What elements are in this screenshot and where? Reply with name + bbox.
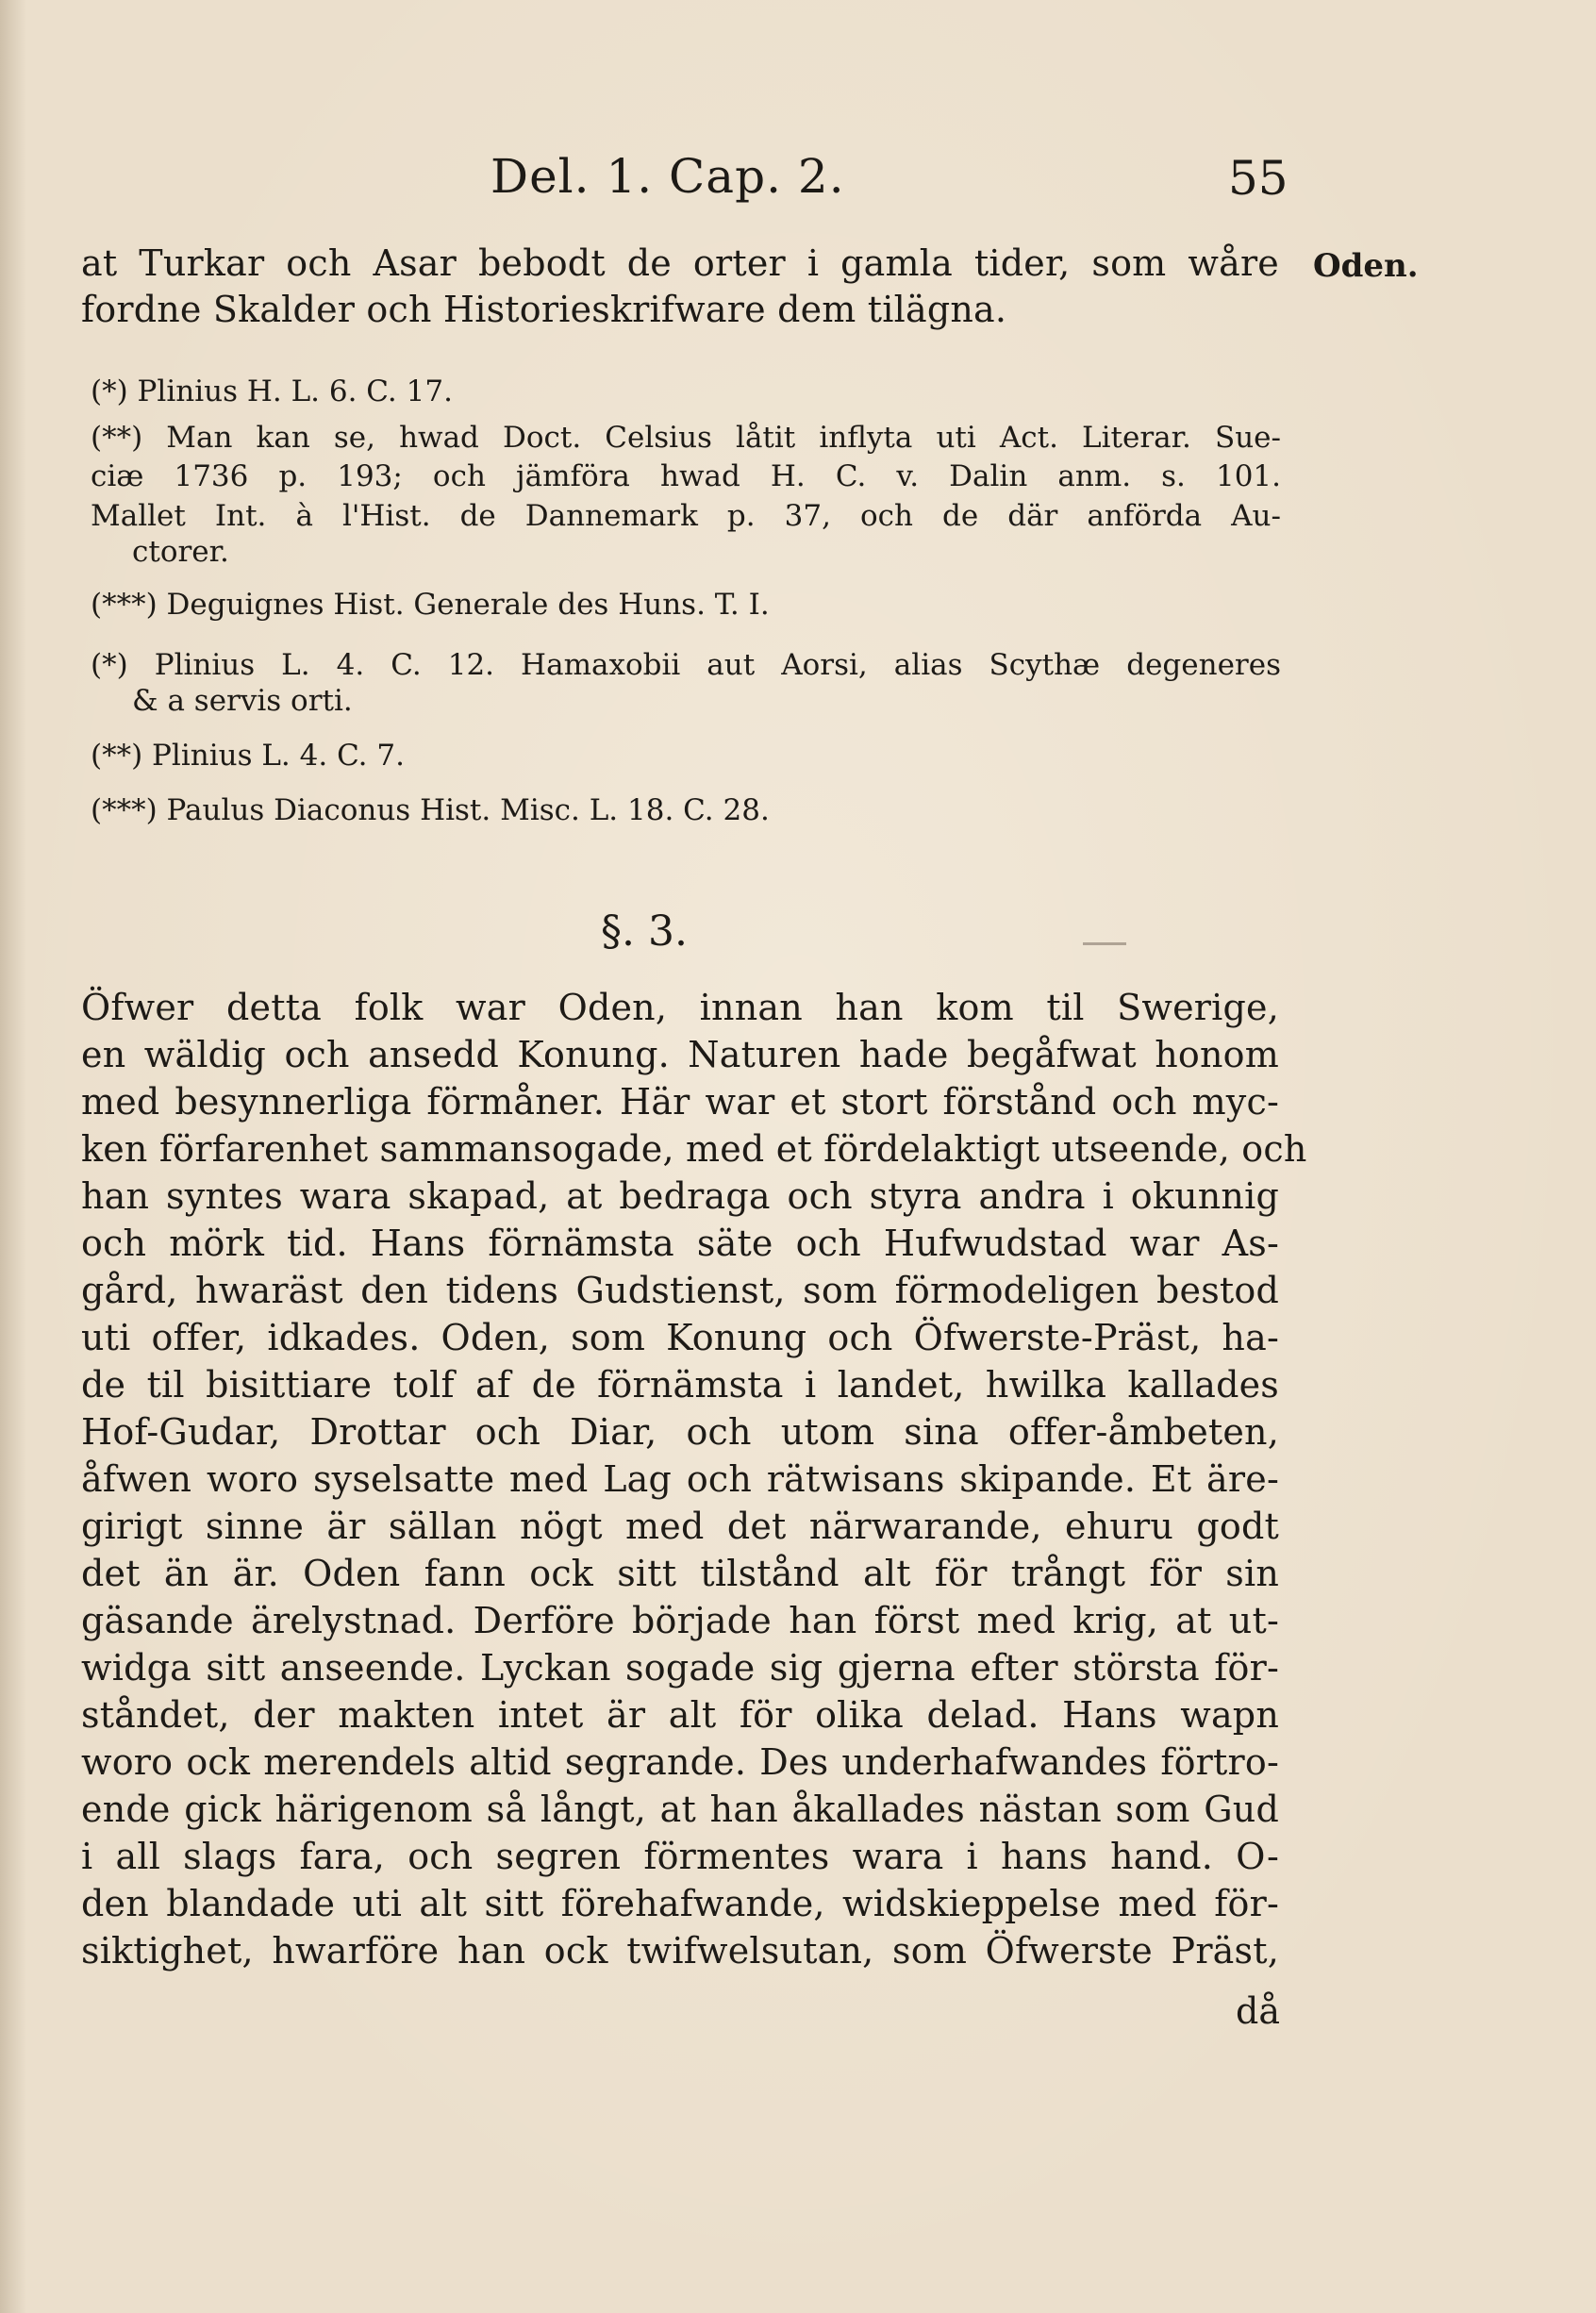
body-line: de til bisittiare tolf af de förnämsta i landet, hwilka kallades xyxy=(81,1364,1279,1406)
body-line: med besynnerliga förmåner. Här war et stort förstånd och myc- xyxy=(81,1081,1279,1123)
body-line: ende gick härigenom så långt, at han åkallades nästan som Gud xyxy=(81,1789,1279,1830)
ink-mark xyxy=(1083,942,1126,945)
intro-line: at Turkar och Asar bebodt de orter i gamla tider, som wåre xyxy=(81,242,1279,284)
footnote-line: Mallet Int. à l'Hist. de Dannemark p. 37, och de där anförda Au- xyxy=(91,499,1281,533)
footnote-line: ciæ 1736 p. 193; och jämföra hwad H. C. v. Dalin anm. s. 101. xyxy=(91,459,1281,493)
footnote-line: (***) Paulus Diaconus Hist. Misc. L. 18. C. 28. xyxy=(91,793,770,827)
gutter-shadow xyxy=(0,0,26,2313)
body-line: ståndet, der makten intet är alt för olika delad. Hans wapn xyxy=(81,1694,1279,1736)
body-line: Hof-Gudar, Drottar och Diar, och utom sina offer-åmbeten, xyxy=(81,1411,1279,1453)
section-heading: §. 3. xyxy=(601,907,688,956)
footnote-line: (*) Plinius L. 4. C. 12. Hamaxobii aut Aorsi, alias Scythæ degeneres xyxy=(91,648,1281,682)
footnote-line: & a servis orti. xyxy=(132,684,353,718)
body-line: widga sitt anseende. Lyckan sogade sig gjerna efter största för- xyxy=(81,1647,1279,1689)
body-line: och mörk tid. Hans förnämsta säte och Hufwudstad war As- xyxy=(81,1223,1279,1264)
body-line: girigt sinne är sällan nögt med det närwarande, ehuru godt xyxy=(81,1506,1279,1547)
body-line: en wäldig och ansedd Konung. Naturen hade begåfwat honom xyxy=(81,1034,1279,1075)
footnote-line: (**) Man kan se, hwad Doct. Celsius låtit inflyta uti Act. Literar. Sue- xyxy=(91,421,1281,455)
footnote-line: (**) Plinius L. 4. C. 7. xyxy=(91,739,405,773)
footnote-line: ctorer. xyxy=(132,535,229,569)
body-line: siktighet, hwarföre han ock twifwelsutan, som Öfwerste Präst, xyxy=(81,1930,1279,1972)
body-line: den blandade uti alt sitt förehafwande, widskieppelse med för- xyxy=(81,1883,1279,1924)
footnote-line: (***) Deguignes Hist. Generale des Huns. T. I. xyxy=(91,588,770,622)
catchword: då xyxy=(1236,1990,1280,2032)
margin-note: Oden. xyxy=(1313,247,1419,285)
body-line: ken förfarenhet sammansogade, med et fördelaktigt utseende, och xyxy=(81,1128,1307,1170)
body-line: åfwen woro syselsatte med Lag och rätwisans skipande. Et äre- xyxy=(81,1458,1279,1500)
body-line: gäsande ärelystnad. Derföre började han först med krig, at ut- xyxy=(81,1600,1279,1641)
page-number: 55 xyxy=(1228,151,1288,206)
footnote-line: (*) Plinius H. L. 6. C. 17. xyxy=(91,374,453,408)
body-line: uti offer, idkades. Oden, som Konung och Öfwerste-Präst, ha- xyxy=(81,1317,1279,1358)
body-line: gård, hwaräst den tidens Gudstienst, som förmodeligen bestod xyxy=(81,1270,1279,1311)
body-line: Öfwer detta folk war Oden, innan han kom til Swerige, xyxy=(81,987,1279,1028)
body-line: det än är. Oden fann ock sitt tilstånd alt för trångt för sin xyxy=(81,1553,1279,1594)
body-line: i all slags fara, och segren förmentes wara i hans hand. O- xyxy=(81,1836,1279,1877)
intro-line: fordne Skalder och Historieskrifware dem tilägna. xyxy=(81,289,1007,330)
running-head: Del. 1. Cap. 2. xyxy=(490,149,845,204)
body-line: woro ock merendels altid segrande. Des underhafwandes förtro- xyxy=(81,1741,1279,1783)
body-line: han syntes wara skapad, at bedraga och styra andra i okunnig xyxy=(81,1175,1279,1217)
